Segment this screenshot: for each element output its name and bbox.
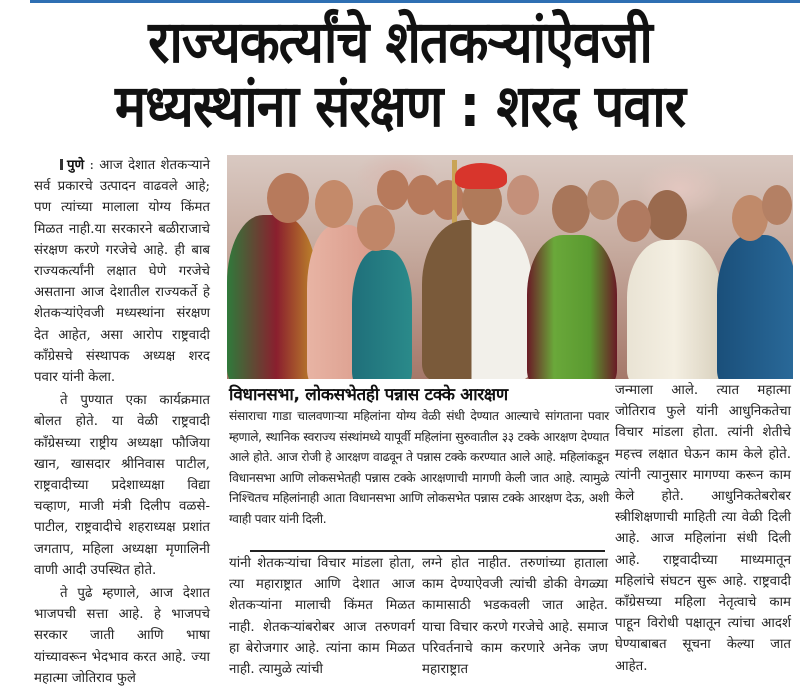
photo-figure (315, 180, 353, 228)
photo-figure (227, 215, 317, 379)
middle-column-1 (229, 553, 415, 682)
news-photo (227, 155, 793, 379)
photo-figure (357, 205, 395, 251)
photo-figure (617, 200, 651, 242)
photo-figure (377, 170, 409, 210)
box-text: संसाराचा गाडा चालवणाऱ्या महिलांना योग्य वेळी संधी देण्यात आल्याचे सांगताना पवार म्हणाले, स्थानिक स्वराज्य संस्थांमध्ये यापूर्वी महिलांना सुरुवातील ३३ टक्के आरक्षण देण्यात आले होते. आज रोजी हे आरक्षण वाढवून ते पन्नास टक्के करण्यात आले आहे. महिलांकडून विधानसभा आणि लोकसभेतही पन्नास टक्के आरक्षणाची मागणी केली जात आहे. त्यामुळे निश्चितच महिलांनाही आता विधानसभा आणि लोकसभेत पन्नास टक्के आरक्षण देऊ, अशी ग्वाही पवार यांनी दिली. (229, 409, 610, 526)
paragraph-intro (34, 155, 210, 388)
photo-figure (647, 190, 687, 240)
paragraph-text: यांनी शेतकऱ्यांचा विचार मांडला होता, त्या महाराष्ट्रात आणि देशात आज शेतकऱ्यांना मालाची किंमत मिळत नाही. शेतकऱ्यांबरोबर आज तरुणवर्ग हा बेरोजगार आहे. त्यांना काम मिळत नाही. त्यामुळे त्यांची (229, 556, 415, 678)
photo-figure (587, 180, 619, 220)
paragraph-attendees: ते पुण्यात एका कार्यक्रमात बोलत होते. या वेळी राष्ट्रवादी कॉंग्रेसच्या राष्ट्रीय अध्यक्षा फौजिया खान, खासदार श्रीनिवास पाटील, राष्ट्रवादीच्या प्रदेशाध्यक्षा विद्या चव्हाण, माजी मंत्री दिलीप वळसे-पाटील, राष्ट्रवादीचे शहराध्यक्ष प्रशांत जगताप, महिला अध्यक्षा मृणालिनी वाणी आदी उपस्थित होते. (34, 393, 210, 578)
headline-line-2: मध्यस्थांना संरक्षण : शरद पवार (115, 73, 685, 141)
photo-figure (352, 250, 412, 379)
photo-figure (507, 175, 539, 215)
left-column (34, 155, 210, 689)
middle-column-2 (422, 553, 608, 682)
headline (0, 9, 800, 141)
photo-figure (267, 173, 309, 223)
paragraph-text: जन्माला आले. त्यात महात्मा जोतिराव फुले यांनी आधुनिकतेचा विचार मांडला होता. त्यांनी शेतीचे महत्त्व लक्षात घेऊन काम केले होते. त्यांनी त्यानुसार मागण्या करून काम केले होते. आधुनिकतेबरोबर स्त्रीशिक्षणाची माहिती त्या वेळी दिली आहे. आज महिलांना संधी दिली आहे. राष्ट्रवादीच्या माध्यमातून महिलांचे संघटन सुरू आहे. राष्ट्रवादी कॉंग्रेसच्या महिला नेतृत्वाचे काम पाहून विरोधी पक्षातून त्यांचा आदर्श घेण्याबाबत सूचना केल्या जात आहेत. (615, 383, 791, 674)
photo-figure-main (422, 220, 532, 379)
headline-line-1: राज्यकर्त्यांचे शेतकऱ्यांऐवजी (148, 9, 652, 77)
box-subheading: विधानसभा, लोकसभेतही पन्नास टक्के आरक्षण (229, 385, 508, 405)
photo-figure (527, 235, 617, 379)
right-column (615, 380, 791, 679)
photo-figure (627, 240, 722, 379)
dateline-marker-icon (60, 159, 63, 170)
box-divider (250, 550, 605, 552)
dateline-separator: : (84, 158, 100, 173)
top-rule (30, 0, 800, 3)
red-turban (455, 163, 507, 189)
paragraph-text: आज देशात शेतकऱ्याने सर्व प्रकारचे उत्पादन वाढवले आहे; पण त्यांच्या मालाला योग्य किंमत मिळत नाही.या सरकारने बळीराजाचे संरक्षण करणे गरजेचे आहे. ही बाब राज्यकर्त्यांनी लक्षात घेणे गरजेचे असताना आज देशातील राज्यकर्ते हे शेतकऱ्यांऐवजी मध्यस्थांना संरक्षण देत आहेत, असा आरोप राष्ट्रवादी कॉंग्रेसचे संस्थापक अध्यक्ष शरद पवार यांनी केला. (34, 158, 210, 386)
dateline: पुणे (67, 158, 85, 173)
paragraph-text: लग्ने होत नाहीत. तरुणांच्या हाताला काम देण्याऐवजी त्यांची डोकी वेगळ्या कामासाठी भडकवली जात आहेत. याचा विचार करणे गरजेचे आहे. समाज परिवर्तनाचे काम करणारे अनेक जण महाराष्ट्रात (422, 556, 608, 678)
photo-figure (717, 235, 793, 379)
photo-figure (552, 185, 590, 233)
paragraph-bjp: ते पुढे म्हणाले, आज देशात भाजपची सत्ता आहे. हे भाजपचे सरकार जाती आणि भाषा यांच्यावरून भेदभाव करत आहे. ज्या महात्मा जोतिराव फुले (34, 586, 210, 686)
photo-figure (762, 185, 792, 225)
